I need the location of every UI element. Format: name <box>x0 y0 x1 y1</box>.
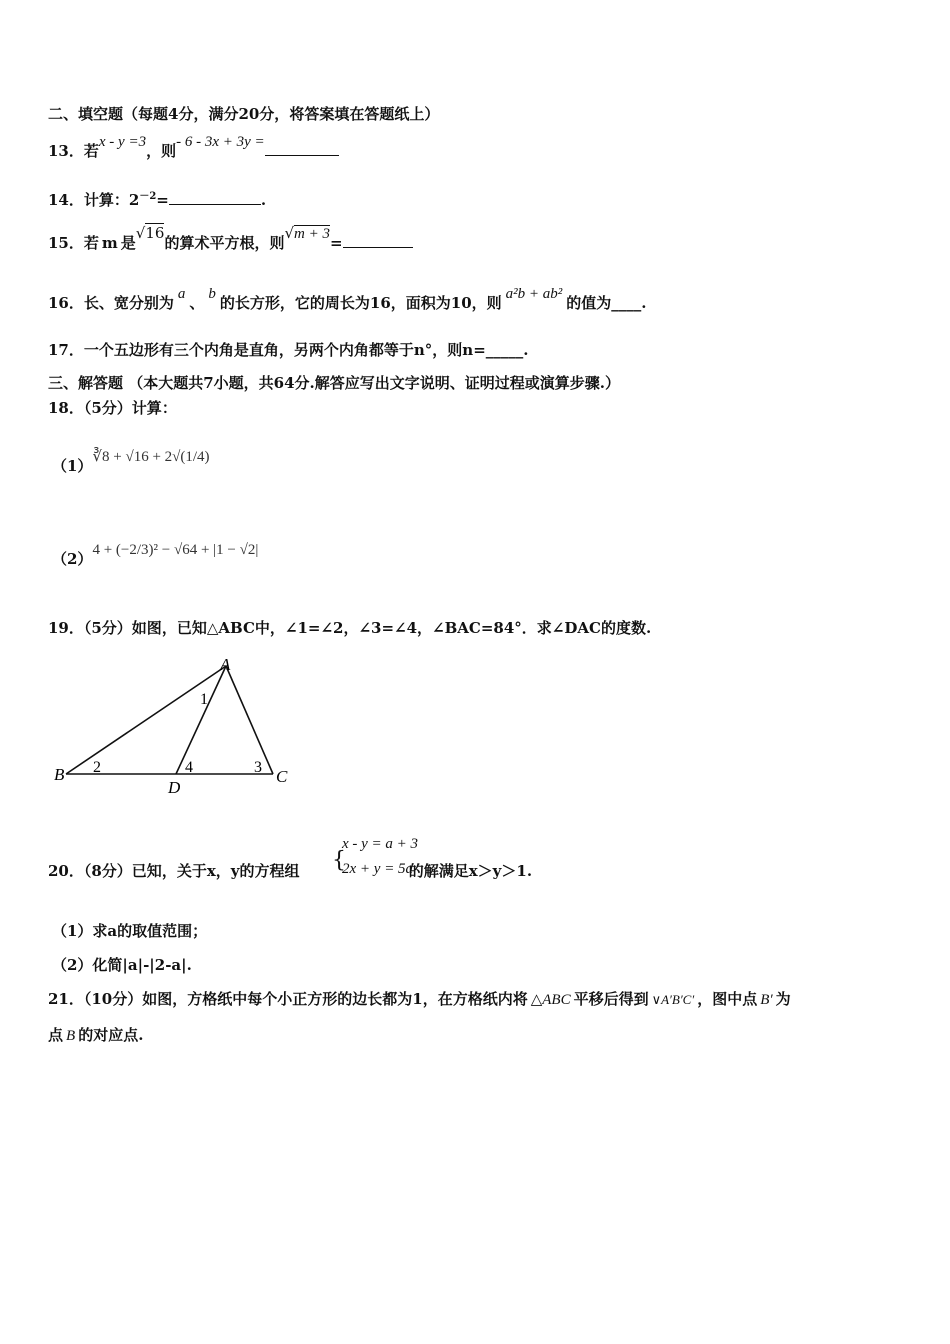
q14-base: 2 <box>128 191 140 209</box>
section3-heading: 三、解答题 （本大题共7小题，共64分.解答应写出文字说明、证明过程或演算步骤.） <box>48 374 620 392</box>
q21-triangle-prime: ∨A′B′C′ <box>651 992 695 1007</box>
q13-number: 13． <box>48 142 84 160</box>
q16-b: b <box>208 286 216 302</box>
q15-answer-blank <box>343 233 413 248</box>
q15-number: 15． <box>48 234 84 252</box>
edge-ab <box>66 666 226 774</box>
q20-equation2: 2x + y = 5a <box>342 861 414 877</box>
q16-number: 16． <box>48 294 84 312</box>
q21-line2-tail: 的对应点. <box>78 1026 144 1044</box>
q15-mid: 的算术平方根，则 <box>164 234 285 252</box>
q20-part2: （2）化简|a|-|2-a|. <box>52 956 192 974</box>
q21-mid: 平移后得到 <box>573 990 649 1008</box>
q18-part1 <box>52 449 210 476</box>
label-c: C <box>276 767 288 786</box>
q21-tail: ，图中点 <box>697 990 758 1008</box>
brace-icon: { <box>332 848 346 873</box>
question-13 <box>48 134 339 161</box>
question-18 <box>48 397 177 418</box>
question-21-line2 <box>48 1024 143 1045</box>
radical-sign-icon: √ <box>135 224 146 242</box>
label-d: D <box>168 778 181 797</box>
q19-number: 19． <box>48 619 84 637</box>
question-19 <box>48 617 651 638</box>
q18-part2 <box>52 542 259 569</box>
q13-answer-blank <box>265 141 339 156</box>
angle-2-label: 2 <box>93 759 101 776</box>
q14-text: 计算： <box>83 191 129 209</box>
q15-equals: = <box>329 234 343 252</box>
q14-exponent: －2 <box>139 191 157 202</box>
q21-text: （10分）如图，方格纸中每个小正方形的边长都为1，在方格纸内将 <box>83 990 528 1008</box>
q21-line2-pre: 点 <box>48 1026 64 1044</box>
q21-b-prime: B′ <box>760 992 773 1008</box>
q14-equals: = <box>156 191 169 209</box>
edge-ac <box>226 666 273 774</box>
question-15 <box>48 224 413 253</box>
triangle-figure <box>48 650 308 800</box>
q14-number: 14． <box>48 191 84 209</box>
q21-tail2: 为 <box>775 990 791 1008</box>
q16-sep: 、 <box>189 294 205 312</box>
q16-end: 的值为____. <box>566 294 647 312</box>
q20-text: （8分）已知，关于x，y的方程组 <box>83 862 300 880</box>
question-17 <box>48 339 528 360</box>
q18-part2-formula: 4 + (−2/3)² − √64 + |1 − √2| <box>92 542 259 558</box>
q21-triangle: △ABC <box>530 992 571 1008</box>
q18-part2-label: （2） <box>52 550 93 568</box>
q15-variable: m <box>101 234 118 252</box>
q15-sqrt-m3: √m + 3 <box>284 224 330 242</box>
q18-part1-formula: ∛8 + √16 + 2√(1/4) <box>92 449 210 465</box>
question-14 <box>48 187 266 210</box>
q18-number: 18． <box>48 399 84 417</box>
q19-text: （5分）如图，已知△ABC中，∠1=∠2，∠3=∠4，∠BAC=84°．求∠DAC的度数. <box>83 619 652 637</box>
question-21 <box>48 988 791 1009</box>
q16-mid: 的长方形，它的周长为16，面积为10，则 <box>219 294 502 312</box>
q16-pre: 长、宽分别为 <box>83 294 174 312</box>
label-a: A <box>220 655 231 674</box>
q20-number: 20． <box>48 862 84 880</box>
q16-expression: a²b + ab² <box>505 286 563 302</box>
angle-1-label: 1 <box>200 691 208 708</box>
question-16 <box>48 286 647 313</box>
q13-condition: x - y =3 <box>98 134 147 150</box>
q18-text: （5分）计算： <box>83 399 177 417</box>
q20-equation1: x - y = a + 3 <box>342 836 419 852</box>
radical-sign-icon: √ <box>284 224 295 242</box>
q18-part1-label: （1） <box>52 457 93 475</box>
label-b: B <box>54 765 65 784</box>
q15-sqrt-16: √16 <box>135 224 165 242</box>
angle-4-label: 4 <box>185 759 193 776</box>
q20-part1: （1）求a的取值范围； <box>52 922 208 940</box>
angle-3-label: 3 <box>254 759 262 776</box>
q15-is: 是 <box>120 234 136 252</box>
question-20 <box>48 860 532 881</box>
q21-number: 21． <box>48 990 84 1008</box>
q21-b: B <box>66 1028 76 1044</box>
q13-expression: - 6 - 3x + 3y = <box>176 134 265 150</box>
q17-text: 一个五边形有三个内角是直角，另两个内角都等于n°，则n=_____. <box>83 341 529 359</box>
q17-number: 17． <box>48 341 84 359</box>
q13-pre: 若 <box>83 142 99 160</box>
q14-end: . <box>260 191 267 209</box>
q14-answer-blank <box>169 190 261 205</box>
section2-heading: 二、填空题（每题4分，满分20分，将答案填在答题纸上） <box>48 105 440 123</box>
q15-pre: 若 <box>83 234 99 252</box>
q13-mid: ，则 <box>146 142 177 160</box>
q16-a: a <box>177 286 186 302</box>
q20-tail: 的解满足x＞y＞1. <box>408 862 533 880</box>
